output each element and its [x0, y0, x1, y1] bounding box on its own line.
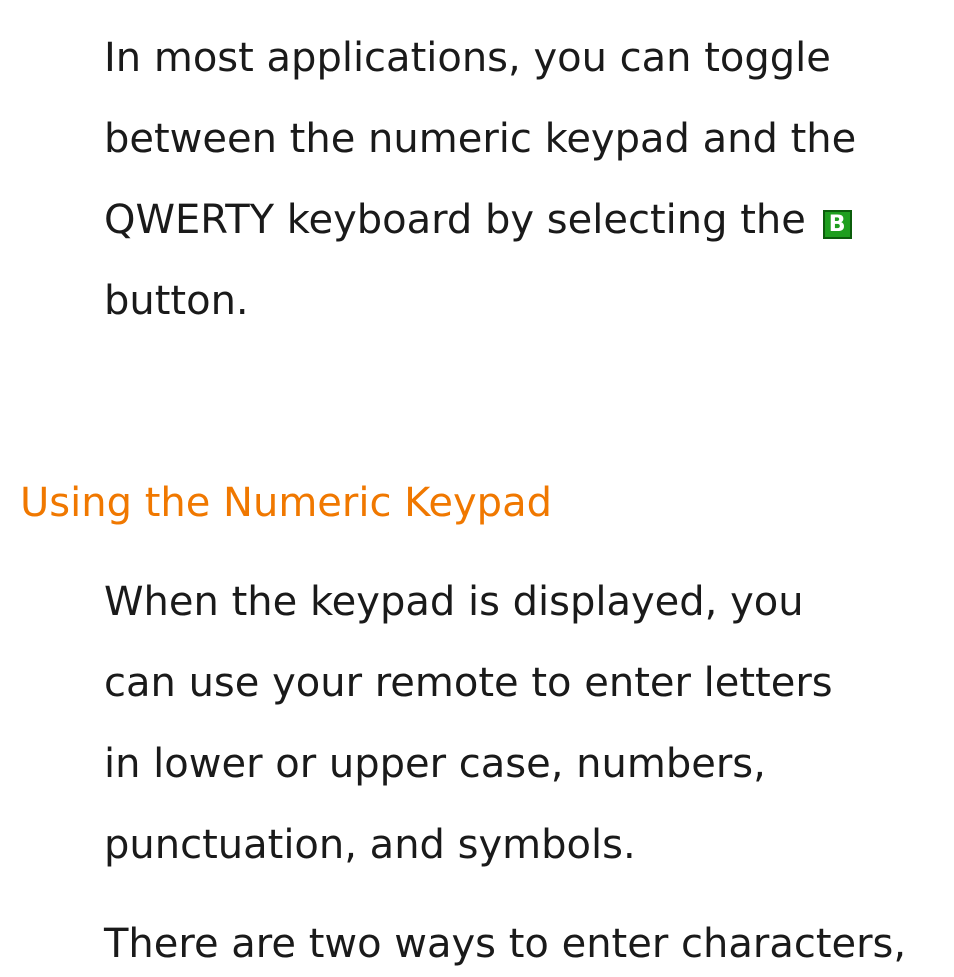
para1-line-1: When the keypad is displayed, you — [104, 579, 804, 625]
intro-line-1: In most applications, you can toggle — [104, 35, 831, 81]
para1-line-3: in lower or upper case, numbers, — [104, 741, 766, 787]
para1-line-2: can use your remote to enter letters — [104, 660, 833, 706]
intro-line-3 — [104, 196, 852, 244]
para1-line-4: punctuation, and symbols. — [104, 822, 636, 868]
intro-line-3-text: QWERTY keyboard by selecting the — [104, 197, 806, 243]
b-button-icon: B — [823, 210, 852, 239]
intro-line-2: between the numeric keypad and the — [104, 116, 857, 162]
para2-line-1: There are two ways to enter characters, — [104, 921, 907, 967]
section-heading: Using the Numeric Keypad — [20, 480, 552, 526]
intro-line-4: button. — [104, 278, 249, 324]
